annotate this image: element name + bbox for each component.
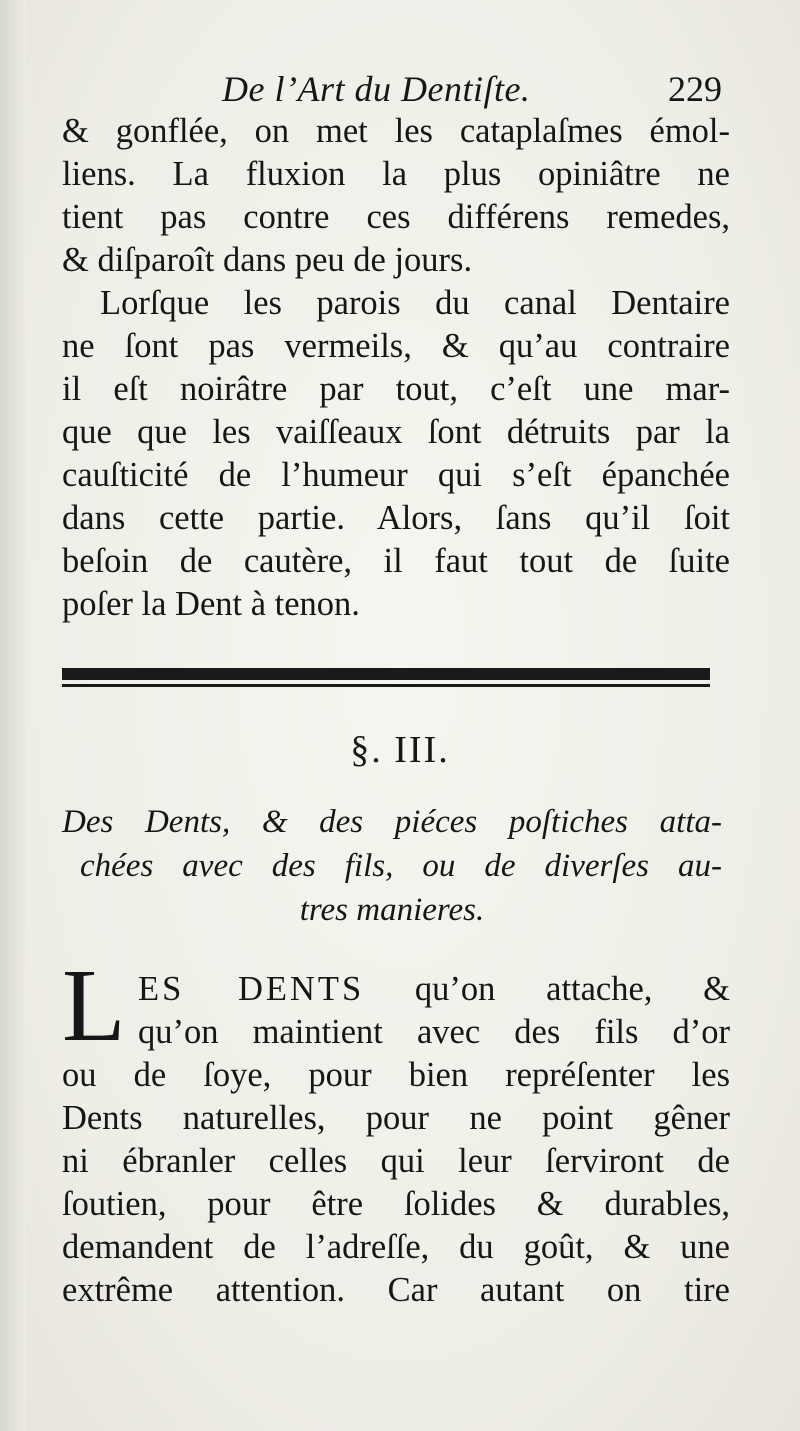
text-line: extrême attention. Car autant on tire	[62, 1271, 730, 1309]
rule-thick-line	[62, 668, 710, 680]
running-title: De l’Art du Dentiſte.	[222, 69, 531, 109]
text-line: ne ſont pas vermeils, & qu’au contraire	[62, 327, 730, 365]
text-line: qu’on maintient avec des fils d’or	[138, 1013, 730, 1051]
body-text-top	[62, 110, 730, 626]
text-line: tient pas contre ces différens remedes,	[62, 198, 730, 236]
section-title-line: Des Dents, & des piéces poſtiches atta-	[62, 804, 722, 840]
first-line-rest: qu’on attache, &	[414, 970, 730, 1008]
text-line: il eſt noirâtre par tout, c’eſt une mar-	[62, 370, 730, 408]
text-line-first	[62, 968, 730, 1011]
rule-thin-line	[62, 684, 710, 687]
text-line: & gonflée, on met les cataplaſmes émol-	[62, 112, 730, 150]
text-line: & diſparoît dans peu de jours.	[62, 241, 473, 279]
text-line: ou de ſoye, pour bien repréſenter les	[62, 1056, 730, 1094]
drop-cap: L	[62, 948, 126, 1063]
page-header	[62, 62, 734, 114]
text-line: demandent de l’adreſſe, du goût, & une	[62, 1228, 730, 1266]
text-line: poſer la Dent à tenon.	[62, 585, 360, 623]
text-line: liens. La fluxion la plus opiniâtre ne	[62, 155, 730, 193]
text-line: ni ébranler celles qui leur ſerviront de	[62, 1142, 730, 1180]
body-text-bottom	[62, 968, 730, 1312]
section-title-line: chées avec des fils, ou de diverſes au-	[80, 848, 722, 884]
small-caps-opening: ES DENTS	[138, 970, 365, 1008]
section-title	[62, 800, 722, 932]
section-title-line: tres manieres.	[299, 892, 485, 928]
text-line: que que les vaiſſeaux ſont détruits par la	[62, 413, 730, 451]
text-line: Dents naturelles, pour ne point gêner	[62, 1099, 730, 1137]
section-divider-rule	[62, 668, 710, 690]
page-gutter-shadow	[0, 0, 26, 1431]
text-line: ſoutien, pour être ſolides & durables,	[62, 1185, 730, 1223]
text-line: beſoin de cautère, il faut tout de ſuite	[62, 542, 730, 580]
text-line: Lorſque les parois du canal Dentaire	[100, 284, 730, 322]
text-line: cauſticité de l’humeur qui s’eſt épanchée	[62, 456, 730, 494]
text-line: dans cette partie. Alors, ſans qu’il ſoit	[62, 499, 730, 537]
section-number: §. III.	[350, 729, 450, 771]
page-number: 229	[668, 69, 722, 109]
